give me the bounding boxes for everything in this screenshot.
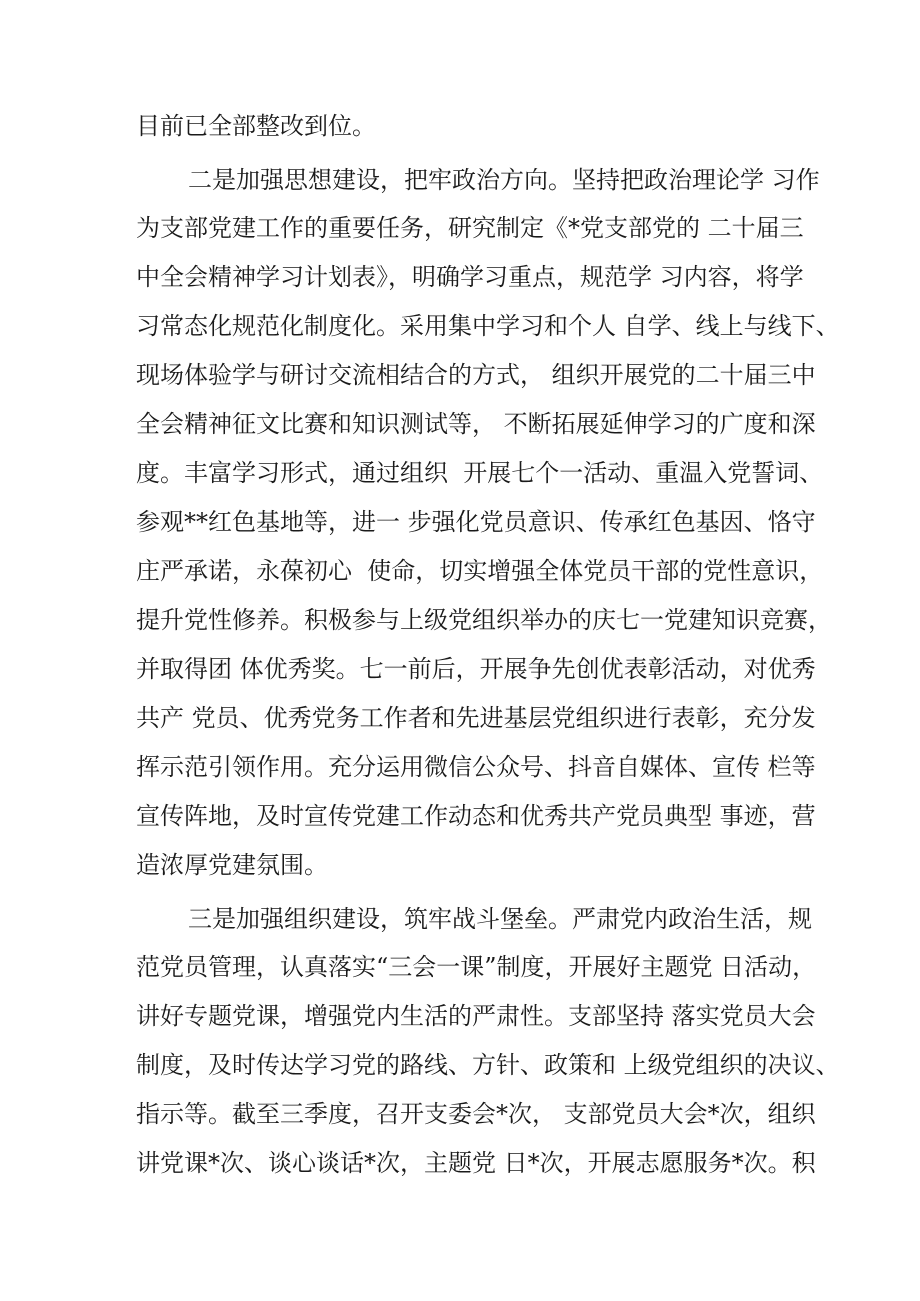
text-line: 宣传阵地，及时宣传党建工作动态和优秀共产党员典型 事迹，营 bbox=[136, 802, 816, 830]
text-line: 为支部党建工作的重要任务，研究制定《*党支部党的 二十届三 bbox=[136, 214, 804, 242]
text-line: 参观**红色基地等，进一 步强化党员意识、传承红色基因、恪守 bbox=[136, 508, 816, 536]
text-line: 指示等。截至三季度，召开支委会*次， 支部党员大会*次，组织 bbox=[136, 1100, 816, 1128]
text-line: 现场体验学与研讨交流相结合的方式， 组织开展党的二十届三中 bbox=[136, 361, 816, 389]
paragraph-three-first-line: 三是加强组织建设，筑牢战斗堡垒。严肃党内政治生活，规 bbox=[188, 905, 812, 933]
text-line: 讲党课*次、谈心谈话*次，主题党 日*次，开展志愿服务*次。积 bbox=[136, 1149, 816, 1177]
text-line: 度。丰富学习形式，通过组织 开展七个一活动、重温入党誓词、 bbox=[136, 459, 824, 487]
text-line: 并取得团 体优秀奖。七一前后，开展争先创优表彰活动，对优秀 bbox=[136, 655, 816, 683]
text-line: 造浓厚党建氛围。 bbox=[136, 851, 328, 879]
text-line: 提升党性修养。积极参与上级党组织举办的庆七一党建知识竞赛， bbox=[136, 606, 832, 634]
text-line: 全会精神征文比赛和知识测试等， 不断拓展延伸学习的广度和深 bbox=[136, 410, 816, 438]
text-line: 讲好专题党课，增强党内生活的严肃性。支部坚持 落实党员大会 bbox=[136, 1002, 816, 1030]
text-line: 制度，及时传达学习党的路线、方针、政策和 上级党组织的决议、 bbox=[136, 1051, 840, 1079]
paragraph-two-first-line: 二是加强思想建设，把牢政治方向。坚持把政治理论学 习作 bbox=[188, 166, 820, 194]
text-line: 挥示范引领作用。充分运用微信公众号、抖音自媒体、宣传 栏等 bbox=[136, 753, 816, 781]
text-line: 范党员管理，认真落实“三会一课”制度，开展好主题党 日活动， bbox=[136, 953, 817, 981]
text-line: 目前已全部整改到位。 bbox=[136, 112, 376, 140]
text-line: 中全会精神学习计划表》，明确学习重点，规范学 习内容，将学 bbox=[136, 263, 804, 291]
text-line: 习常态化规范化制度化。采用集中学习和个人 自学、线上与线下、 bbox=[136, 312, 840, 340]
text-line: 庄严承诺，永葆初心 使命，切实增强全体党员干部的党性意识， bbox=[136, 557, 824, 585]
text-line: 共产 党员、优秀党务工作者和先进基层党组织进行表彰，充分发 bbox=[136, 704, 816, 732]
